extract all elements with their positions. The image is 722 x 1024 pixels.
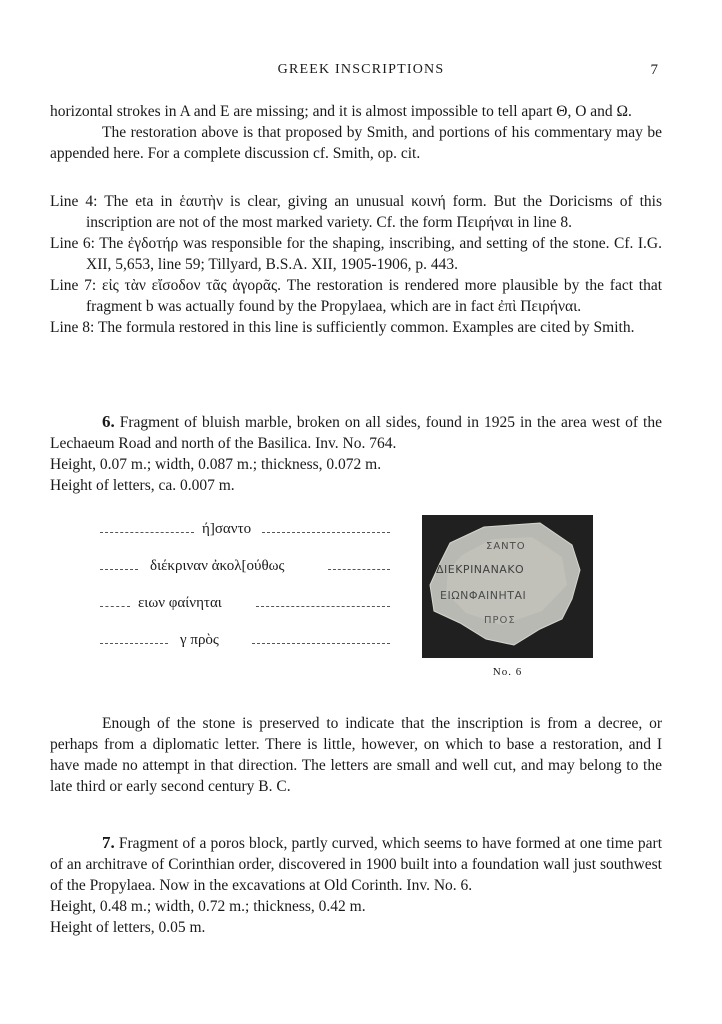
fragment-text: διέκριναν ἀκολ[ούθως: [150, 558, 285, 574]
fragment-line: [100, 558, 400, 595]
entry-6-dimensions: Height, 0.07 m.; width, 0.087 m.; thickness, 0.072 m.: [50, 456, 382, 473]
entry-6-letter-height: Height of letters, ca. 0.007 m.: [50, 477, 235, 494]
entry-number: 6.: [102, 412, 115, 431]
photo-inscription-line: ΔΙΕΚΡΙΝΑΝΑΚΟ: [436, 563, 525, 576]
line-note: [50, 191, 662, 233]
photo-inscription-line: ΠΡΟΣ: [484, 615, 516, 626]
line-note-text: The eta in ἑαυτὴν is clear, giving an unusual κοινή form. But the Doricisms of this inscription are not of the most marked variety. Cf. the form Πειρήναι in line 8.: [86, 193, 662, 231]
entry-7-letter-height: Height of letters, 0.05 m.: [50, 919, 206, 936]
line-note-label: Line 4:: [50, 193, 98, 210]
line-note: [50, 275, 662, 317]
intro-paragraph-2: The restoration above is that proposed by Smith, and portions of his commentary may be appended here. For a complete discussion cf. Smith, op. cit.: [50, 124, 662, 162]
entry-6: [50, 411, 662, 496]
line-note-text: The ἐγδοτήρ was responsible for the shaping, inscribing, and setting of the stone. Cf. I.G. XII, 5,653, line 59; Tillyard, B.S.A. XII, 1905-1906, p. 443.: [86, 235, 662, 273]
fragment-line: [100, 632, 400, 669]
line-note-text: The formula restored in this line is sufficiently common. Examples are cited by Smith.: [97, 319, 635, 336]
entry-6-description: [50, 411, 662, 454]
entry-7-dimensions: Height, 0.48 m.; width, 0.72 m.; thickness, 0.42 m.: [50, 898, 366, 915]
intro-section: [50, 101, 662, 164]
running-title: GREEK INSCRIPTIONS: [277, 62, 445, 77]
entry-number: 7.: [102, 833, 115, 852]
line-notes: [50, 191, 662, 338]
fragment-line: [100, 521, 400, 558]
photo-inscription-line: ΕΙΩΝΦΑΙΝΗΤΑΙ: [440, 589, 527, 602]
fragment-text: ή]σαντο: [202, 521, 252, 537]
intro-paragraph-1: horizontal strokes in A and E are missing; and it is almost impossible to tell apart Θ, O and Ω.: [50, 103, 632, 120]
fragment-text: γ πρὸς: [180, 632, 219, 648]
fragment-text: ειων φαίνηται: [138, 595, 222, 611]
line-note-label: Line 6:: [50, 235, 95, 252]
line-note-label: Line 8:: [50, 319, 95, 336]
entry-6-commentary: [50, 713, 662, 797]
entry-7: [50, 832, 662, 938]
photo-caption: No. 6: [492, 666, 523, 678]
commentary-paragraph: Enough of the stone is preserved to indicate that the inscription is from a decree, or perhaps from a diplomatic letter. There is little, however, on which to base a restoration, and I have made no attempt in that direction. The letters are small and well cut, and may belong to the late third or early second century B. C.: [50, 715, 662, 795]
line-note-label: Line 7:: [50, 277, 97, 294]
fragment-transcription: [100, 521, 400, 669]
entry-7-description: [50, 832, 662, 896]
line-note-text: εἰς τὰν εἴσοδον τᾶς ἀγορᾶς. The restoration is rendered more plausible by the fact that fragment b was actually found by the Propylaea, which are in fact ἐπὶ Πειρήναι.: [86, 277, 663, 315]
fragment-photo: [422, 515, 593, 658]
line-note: [50, 317, 662, 338]
fragment-line: [100, 595, 400, 632]
photo-inscription-line: ΣΑΝΤΟ: [486, 541, 526, 552]
entry-description-text: Fragment of a poros block, partly curved, which seems to have formed at one time part of an architrave of Corinthian order, discovered in 1900 built into a foundation wall just southwest of the Propylaea. Now in the excavations at Old Corinth. Inv. No. 6.: [50, 835, 663, 894]
page-number: 7: [650, 62, 658, 78]
line-note: [50, 233, 662, 275]
entry-description-text: Fragment of bluish marble, broken on all sides, found in 1925 in the area west of the Lechaeum Road and north of the Basilica. Inv. No. 764.: [50, 414, 662, 452]
